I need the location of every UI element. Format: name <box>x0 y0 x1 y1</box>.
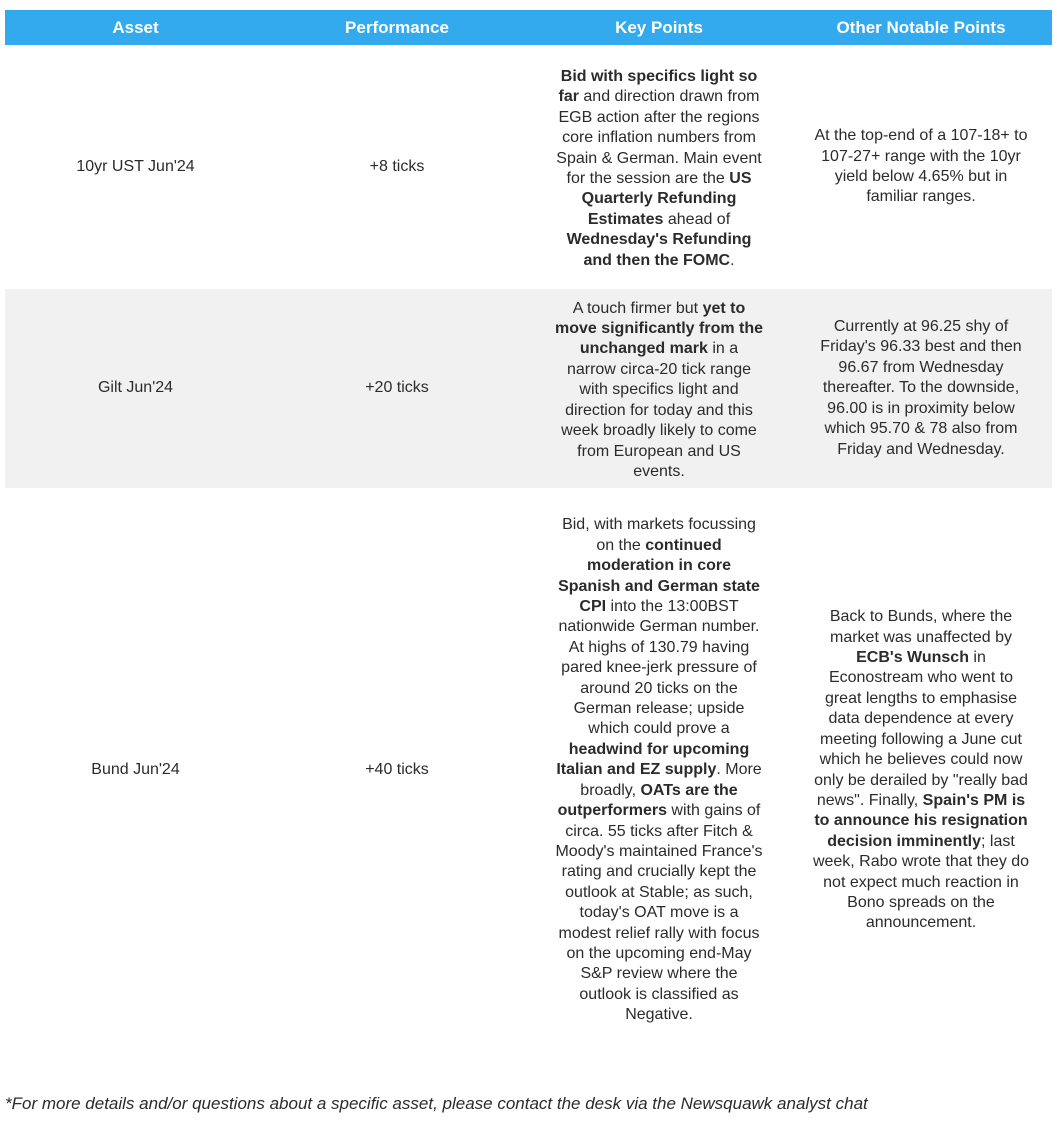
performance-cell: +20 ticks <box>266 289 528 488</box>
bold-run: continued moderation in core Spanish and German state CPI <box>558 536 760 616</box>
other-points-cell <box>790 45 1052 289</box>
text-run: Back to Bunds, where the market was unaffected by <box>829 608 1013 646</box>
text-run: into the 13:00BST nationwide German number. At highs of 130.79 having pared knee-jerk pressure of around 20 ticks on the German release; upside which could prove a <box>558 598 760 738</box>
text-run: in Econostream who went to great lengths to emphasise data dependence at every meeting following a June cut which he believes could now only be derailed by "really bad news". Finally, <box>814 649 1028 809</box>
other-points-text <box>812 607 1030 934</box>
other-points-text <box>812 317 1030 460</box>
key-points-text <box>554 295 764 483</box>
performance-cell: +8 ticks <box>369 157 425 175</box>
footer-note: *For more details and/or questions about a specific asset, please contact the desk via the Newsquawk analyst chat <box>5 1094 868 1113</box>
other-points-cell <box>790 488 1052 1053</box>
text-run: and direction drawn from EGB action after the regions core inflation numbers from Spain & German. Main event for the session are the <box>556 88 762 187</box>
bold-run: Bid with specifics light so far <box>558 67 758 106</box>
asset-performance-table <box>5 10 1052 1053</box>
key-points-cell <box>528 488 790 1053</box>
table-row <box>5 289 1052 488</box>
table-row <box>5 45 1052 289</box>
asset-cell: Bund Jun'24 <box>91 761 180 779</box>
key-points-cell <box>528 289 790 488</box>
other-points-text <box>812 126 1030 208</box>
text-run: . <box>730 251 735 269</box>
header-asset: Asset <box>5 10 266 45</box>
text-run: with gains of circa. 55 ticks after Fitch & Moody's maintained France's rating and crucially kept the outlook at Stable; as such, today's OAT move is a modest relief rally with focus on the upcoming end-May S&P review where the outlook is classified as Negative. <box>555 802 763 1024</box>
table-row <box>5 488 1052 1053</box>
bold-run: US Quarterly Refunding Estimates <box>581 170 752 228</box>
text-run: ; last week, Rabo wrote that they do not expect much reaction in Bono spreads on the announcement. <box>812 832 1030 932</box>
bold-run: Spain's PM is to announce his resignation decision imminently <box>814 791 1028 850</box>
bold-run: ECB's Wunsch <box>856 649 969 667</box>
header-performance: Performance <box>266 10 528 45</box>
key-points-text <box>554 63 764 271</box>
text-run: A touch firmer but <box>572 299 703 317</box>
bold-run: headwind for upcoming Italian and EZ supply <box>556 740 750 779</box>
header-other-notable-points: Other Notable Points <box>790 10 1052 45</box>
text-run: ahead of <box>663 210 731 228</box>
text-run: in a narrow circa-20 tick range with specifics light and direction for today and this week broadly likely to come from European and US events. <box>561 340 757 480</box>
asset-cell: 10yr UST Jun'24 <box>76 157 195 175</box>
bold-run: yet to move significantly from the unchanged mark <box>554 299 764 358</box>
bold-run: OATs are the outperformers <box>557 781 738 820</box>
bold-run: Wednesday's Refunding and then the FOMC <box>566 231 752 269</box>
header-key-points: Key Points <box>528 10 790 45</box>
key-points-cell <box>528 45 790 289</box>
asset-cell: Gilt Jun'24 <box>5 289 266 488</box>
key-points-text <box>554 515 764 1025</box>
text-run: Bid, with markets focussing on the <box>562 516 756 554</box>
text-run: Currently at 96.25 shy of Friday's 96.33 best and then 96.67 from Wednesday thereafter. To the downside, 96.00 is in proximity below which 95.70 & 78 also from Friday and Wednesday. <box>820 318 1022 458</box>
text-run: . More broadly, <box>580 761 762 799</box>
other-points-cell <box>790 289 1052 488</box>
table-header-row <box>5 10 1052 45</box>
text-run: At the top-end of a 107-18+ to 107-27+ range with the 10yr yield below 4.65% but in familiar ranges. <box>814 127 1028 206</box>
performance-cell: +40 ticks <box>365 761 429 779</box>
